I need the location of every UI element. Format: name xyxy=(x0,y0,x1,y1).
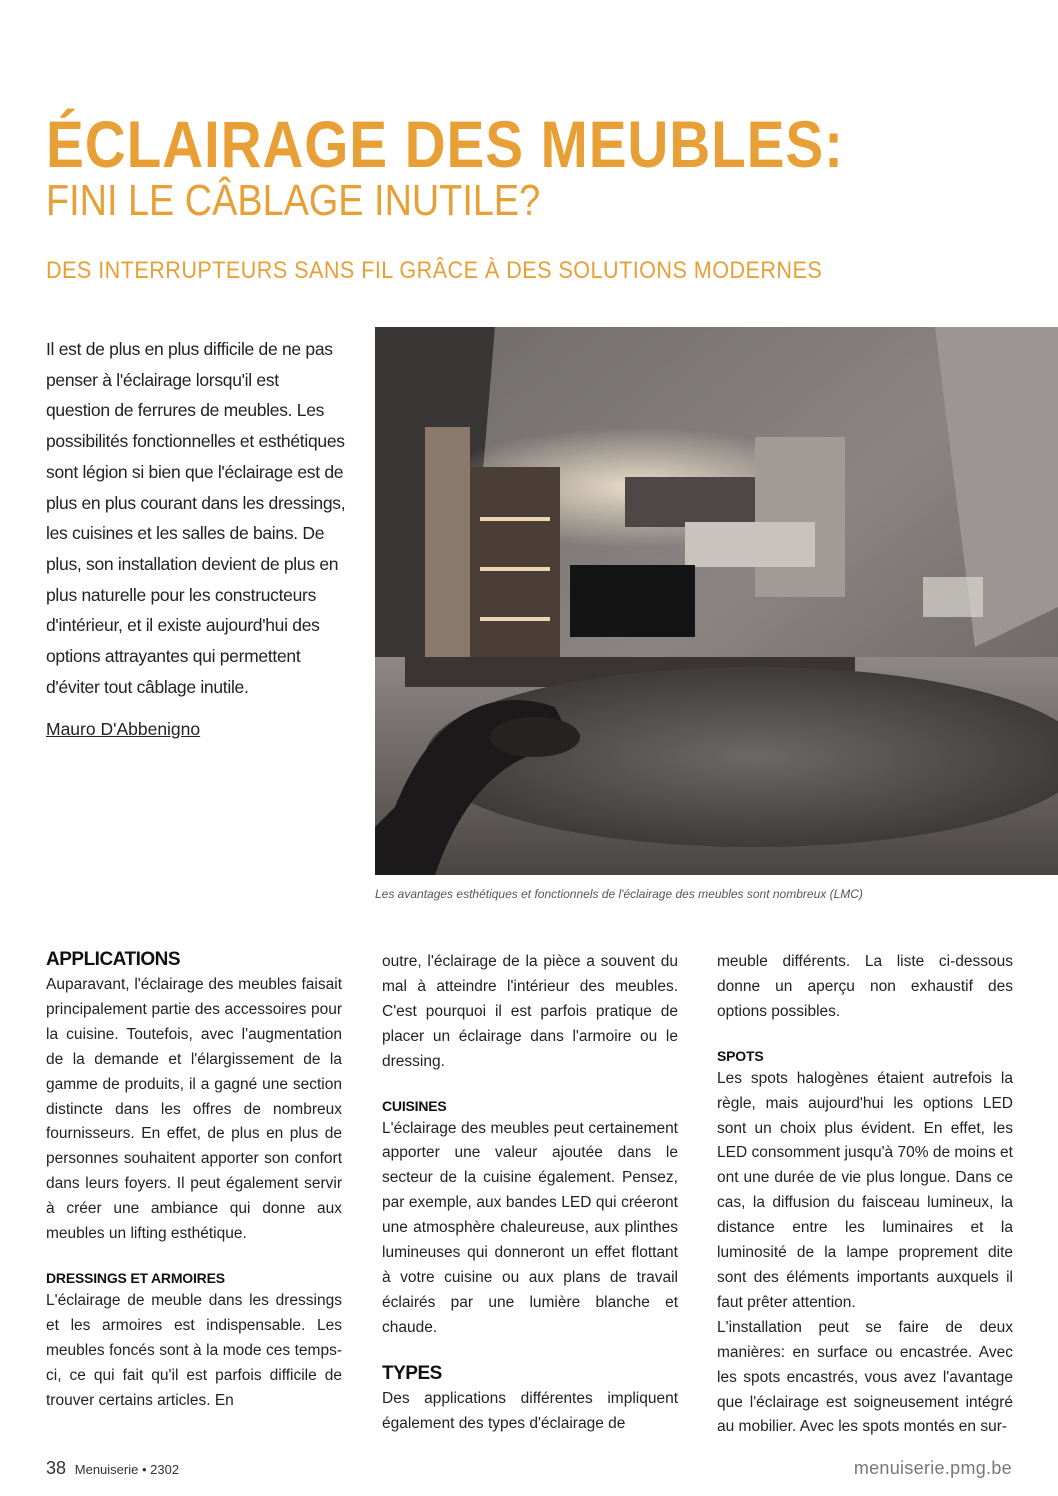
paragraph-types: Des applications différentes impliquent également des types d'éclairage de xyxy=(382,1389,678,1432)
heading-types: TYPES xyxy=(382,1362,442,1384)
living-room-photo xyxy=(375,327,1058,875)
article-title-line2: FINI LE CÂBLAGE INUTILE? xyxy=(46,176,541,225)
page-number: 38 xyxy=(46,1458,67,1478)
paragraph-spots-1: Les spots halogènes étaient autrefois la règle, mais aujourd'hui les options LED sont un choix plus évident. En effet, les LED consomment jusqu'à 70% de moins et ont une durée de vie plus longue. Dans ce cas, la diffusion du faisceau lumineux, la distance entre les luminaires et la luminosité de la lampe proprement dite sont des éléments importants auxquels il faut prêter attention. xyxy=(717,1069,1013,1311)
column-3 xyxy=(717,950,1013,1440)
paragraph-cuisines: L'éclairage des meubles peut certainement apporter une valeur ajoutée dans le secteur de la cuisine également. Pensez, par exemple, aux bandes LED qui créeront une atmosphère chaleureuse, aux plinthes lumineuses qui donneront un effet flottant à votre cuisine ou aux plans de travail éclairés par une lumière blanche et chaude. xyxy=(382,1119,678,1336)
page-footer xyxy=(46,1458,179,1479)
article-subtitle: DES INTERRUPTEURS SANS FIL GRÂCE À DES SOLUTIONS MODERNES xyxy=(46,257,823,284)
column-2 xyxy=(382,950,678,1437)
author-link[interactable]: Mauro D'Abbenigno xyxy=(46,719,201,739)
paragraph-continued: outre, l'éclairage de la pièce a souvent du mal à atteindre l'intérieur des meubles. C'est pourquoi il est parfois pratique de placer un éclairage dans l'armoire ou le dressing. xyxy=(382,953,678,1070)
column-1 xyxy=(46,947,342,1414)
article-title-line1: ÉCLAIRAGE DES MEUBLES: xyxy=(46,107,844,181)
intro-text: Il est de plus en plus difficile de ne pas penser à l'éclairage lorsqu'il est question de ferrures de meubles. Les possibilités fonctionnelles et esthétiques sont légion si bien que l'éclairage est de plus en plus courant dans les dressings, les cuisines et les salles de bains. De plus, son installation devient de plus en plus naturelle pour les constructeurs d'intérieur, et il existe aujourd'hui des options attrayantes qui permettent d'éviter tout câblage inutile. xyxy=(46,339,346,697)
paragraph-applications: Auparavant, l'éclairage des meubles faisait principalement partie des accessoires pour la cuisine. Toutefois, avec l'augmentation de la demande et l'élargissement de la gamme de produits, il a gagné une section distincte dans les offres de nombreux fournisseurs. En effet, de plus en plus de personnes souhaitent apporter son confort dans leurs foyers. Il peut également servir à créer une ambiance qui donne aux meubles un lifting esthétique. xyxy=(46,976,342,1243)
magazine-issue: Menuiserie • 2302 xyxy=(74,1462,180,1477)
paragraph-spots-2: L'installation peut se faire de deux manières: en surface ou encastrée. Avec les spots encastrés, vous avez l'avantage que l'éclairage est soigneusement intégré au mobilier. Avec les spots montés en sur- xyxy=(717,1318,1013,1436)
photo-caption: Les avantages esthétiques et fonctionnels de l'éclairage des meubles sont nombreux (LMC) xyxy=(375,887,863,901)
website-link[interactable]: menuiserie.pmg.be xyxy=(853,1458,1012,1478)
heading-dressings: DRESSINGS ET ARMOIRES xyxy=(46,1269,225,1286)
paragraph-continued: meuble différents. La liste ci-dessous donne un aperçu non exhaustif des options possibles. xyxy=(717,953,1013,1020)
heading-cuisines: CUISINES xyxy=(382,1097,447,1114)
paragraph-dressings: L'éclairage de meuble dans les dressings et les armoires est indispensable. Les meubles foncés sont à la mode ces temps-ci, ce qui fait qu'il est parfois difficile de trouver certains articles. En xyxy=(46,1291,342,1409)
heading-spots: SPOTS xyxy=(717,1047,764,1064)
heading-applications: APPLICATIONS xyxy=(46,949,181,970)
intro-paragraph xyxy=(46,334,346,702)
